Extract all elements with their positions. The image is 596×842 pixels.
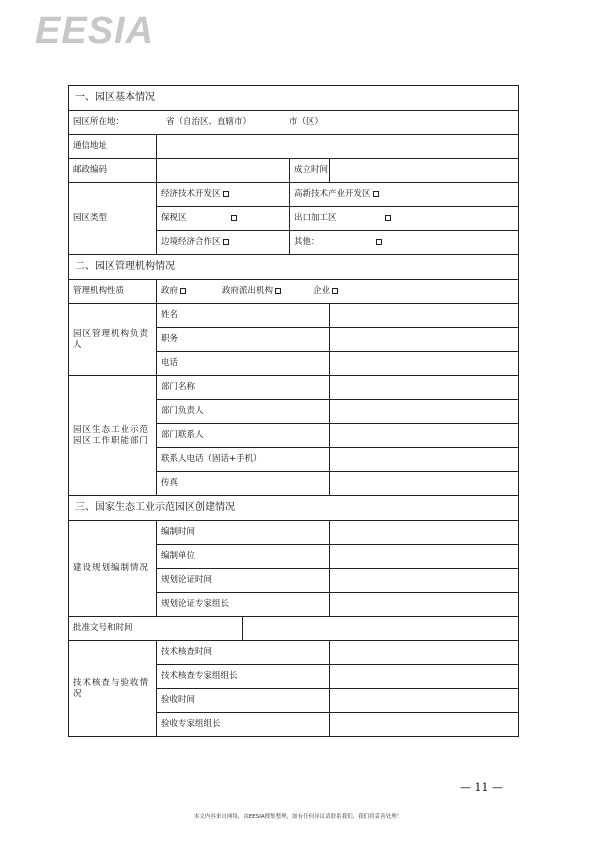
established-field[interactable] bbox=[330, 159, 519, 183]
contact-phone-label: 联系人电话（固话+手机） bbox=[157, 448, 330, 472]
nature-option-agency[interactable]: 政府派出机构 bbox=[222, 286, 281, 296]
park-type-label: 园区类型 bbox=[69, 183, 157, 255]
checkbox[interactable] bbox=[275, 288, 281, 294]
section-3-title: 三、国家生态工业示范园区创建情况 bbox=[69, 496, 519, 521]
dept-label: 园区生态工业示范园区工作职能部门 bbox=[69, 376, 157, 496]
checkbox[interactable] bbox=[223, 239, 229, 245]
dept-name-field[interactable] bbox=[330, 376, 519, 400]
check-time-label: 技术核查时间 bbox=[157, 641, 330, 665]
page-number: — 11 — bbox=[460, 781, 503, 794]
address-label: 通信地址 bbox=[69, 135, 157, 159]
plan-time-field[interactable] bbox=[330, 521, 519, 545]
type-option-hightech[interactable]: 高新技术产业开发区 bbox=[290, 183, 519, 207]
footer-note: 本文内容来自网络，由EESIA搜集整理，如有任何异议请联系我们，我们将妥善处理！ bbox=[193, 814, 403, 820]
established-label: 成立时间 bbox=[290, 159, 330, 183]
head-phone-label: 电话 bbox=[157, 352, 330, 376]
province-label: 省（自治区、直辖市） bbox=[166, 117, 252, 128]
section-1-title: 一、园区基本情况 bbox=[69, 86, 519, 111]
acceptance-expert-field[interactable] bbox=[330, 713, 519, 737]
checkbox[interactable] bbox=[332, 288, 338, 294]
section-2-title: 二、园区管理机构情况 bbox=[69, 255, 519, 280]
city-label: 市（区） bbox=[289, 117, 324, 128]
fax-label: 传真 bbox=[157, 472, 330, 496]
plan-label: 建设规划编制情况 bbox=[69, 521, 157, 617]
application-form-table bbox=[68, 85, 519, 737]
plan-unit-label: 编制单位 bbox=[157, 545, 330, 569]
acceptance-expert-label: 验收专家组组长 bbox=[157, 713, 330, 737]
plan-review-time-label: 规划论证时间 bbox=[157, 569, 330, 593]
nature-options bbox=[157, 280, 519, 304]
type-option-other[interactable]: 其他： bbox=[290, 231, 519, 255]
dept-contact-label: 部门联系人 bbox=[157, 424, 330, 448]
checkbox[interactable] bbox=[385, 215, 391, 221]
checkbox[interactable] bbox=[180, 288, 186, 294]
acceptance-time-field[interactable] bbox=[330, 689, 519, 713]
type-option-border[interactable]: 边境经济合作区 bbox=[157, 231, 290, 255]
checkbox[interactable] bbox=[376, 239, 382, 245]
head-label: 园区管理机构负责人 bbox=[69, 304, 157, 376]
type-option-economic[interactable]: 经济技术开发区 bbox=[157, 183, 290, 207]
fax-field[interactable] bbox=[330, 472, 519, 496]
approval-label: 批准文号和时间 bbox=[69, 617, 243, 641]
type-option-bonded[interactable]: 保税区 bbox=[157, 207, 290, 231]
check-label: 技术核查与验收情况 bbox=[69, 641, 157, 737]
head-name-label: 姓名 bbox=[157, 304, 330, 328]
plan-expert-label: 规划论证专家组长 bbox=[157, 593, 330, 617]
head-name-field[interactable] bbox=[330, 304, 519, 328]
contact-phone-field[interactable] bbox=[330, 448, 519, 472]
type-option-export[interactable]: 出口加工区 bbox=[290, 207, 519, 231]
postcode-label: 邮政编码 bbox=[69, 159, 157, 183]
plan-expert-field[interactable] bbox=[330, 593, 519, 617]
address-field[interactable] bbox=[157, 135, 519, 159]
dept-name-label: 部门名称 bbox=[157, 376, 330, 400]
postcode-field[interactable] bbox=[157, 159, 290, 183]
approval-field[interactable] bbox=[243, 617, 519, 641]
head-title-label: 职务 bbox=[157, 328, 330, 352]
dept-head-label: 部门负责人 bbox=[157, 400, 330, 424]
check-expert-field[interactable] bbox=[330, 665, 519, 689]
eesia-logo: EESIA bbox=[35, 10, 155, 52]
nature-label: 管理机构性质 bbox=[69, 280, 157, 304]
nature-option-enterprise[interactable]: 企业 bbox=[313, 286, 338, 296]
dept-head-field[interactable] bbox=[330, 400, 519, 424]
acceptance-time-label: 验收时间 bbox=[157, 689, 330, 713]
location-label: 园区所在地： bbox=[73, 117, 125, 128]
checkbox[interactable] bbox=[223, 191, 229, 197]
checkbox[interactable] bbox=[231, 215, 237, 221]
location-row bbox=[69, 111, 519, 135]
nature-option-gov[interactable]: 政府 bbox=[161, 286, 186, 296]
head-title-field[interactable] bbox=[330, 328, 519, 352]
dept-contact-field[interactable] bbox=[330, 424, 519, 448]
plan-review-time-field[interactable] bbox=[330, 569, 519, 593]
check-time-field[interactable] bbox=[330, 641, 519, 665]
head-phone-field[interactable] bbox=[330, 352, 519, 376]
plan-unit-field[interactable] bbox=[330, 545, 519, 569]
checkbox[interactable] bbox=[373, 191, 379, 197]
check-expert-label: 技术核查专家组组长 bbox=[157, 665, 330, 689]
plan-time-label: 编制时间 bbox=[157, 521, 330, 545]
